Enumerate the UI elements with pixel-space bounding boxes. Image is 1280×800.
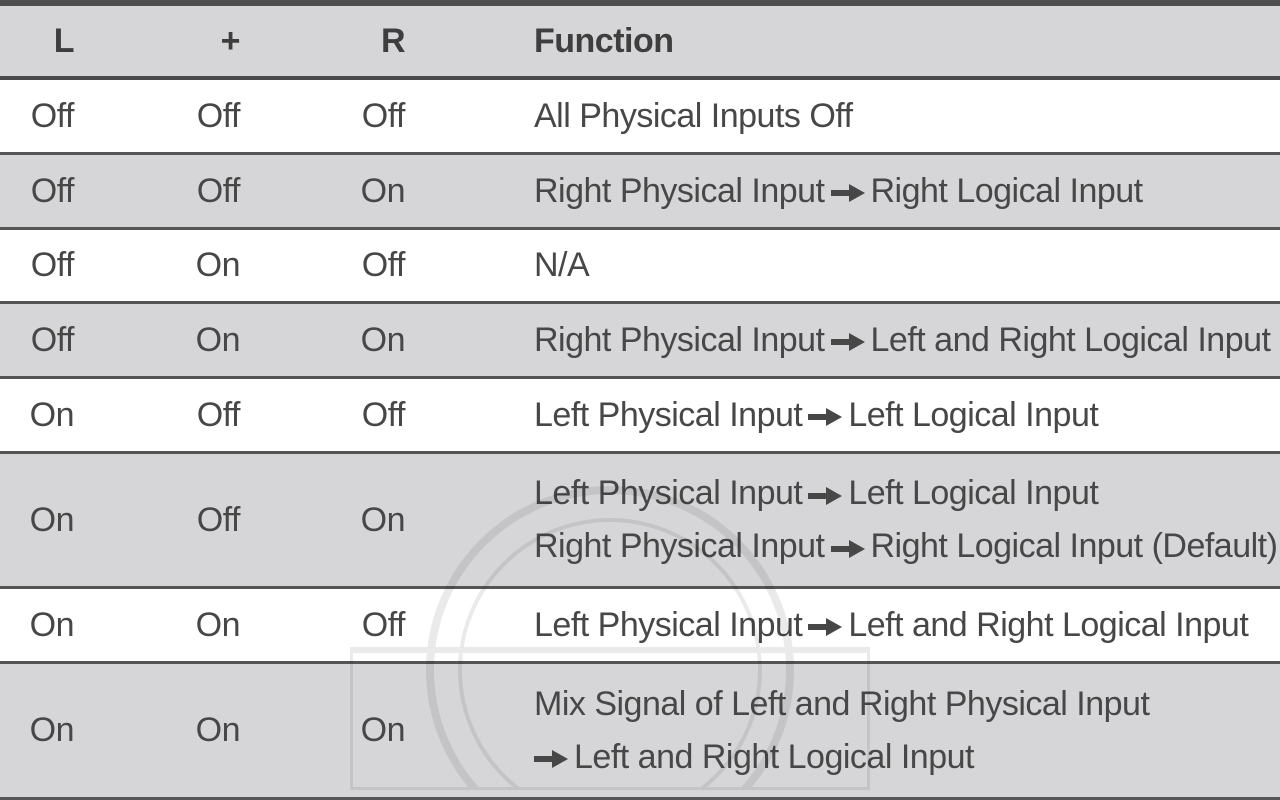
function-target: Right Logical Input (Default) [870, 527, 1278, 565]
function-source: Right Physical Input [534, 320, 825, 359]
right-arrow-icon [831, 183, 865, 203]
right-arrow-icon [808, 617, 842, 637]
table-row: On Off On Left Physical Input Left Logical Input Right Physical Input Right Logical Input (Default) [0, 454, 1280, 589]
function-source: Right Physical Input [534, 527, 825, 565]
table-row: On Off Off Left Physical Input Left Logical Input [0, 379, 1280, 454]
function-line [534, 90, 853, 143]
cell-function [534, 230, 1264, 301]
function-target: Right Logical Input [870, 171, 1143, 210]
function-line [534, 678, 1149, 731]
right-arrow-icon [534, 749, 568, 769]
function-target: Left Logical Input [848, 395, 1099, 434]
function-line [534, 165, 1143, 218]
right-arrow-icon [808, 407, 842, 427]
right-arrow-icon [808, 486, 842, 506]
function-line [534, 314, 1270, 367]
right-arrow-icon [831, 332, 865, 352]
function-line [534, 389, 1098, 442]
function-line [534, 520, 1277, 573]
function-line [534, 467, 1277, 520]
table-row: Off On Off N/A [0, 230, 1280, 304]
cell-function [534, 155, 1264, 227]
table-row: On On Off Left Physical Input Left and Right Logical Input [0, 589, 1280, 664]
function-line [534, 239, 589, 292]
cell-function [534, 304, 1271, 376]
function-source: All Physical Inputs Off [534, 96, 853, 135]
table-header-row: L + R Function [0, 6, 1280, 80]
table-row: Off Off On Right Physical Input Right Logical Input [0, 155, 1280, 230]
table-row: Off On On Right Physical Input Left and Right Logical Input [0, 304, 1280, 379]
function-source: Left Physical Input [534, 605, 803, 644]
function-source: Mix Signal of Left and Right Physical Input [534, 684, 1150, 723]
function-target: Left and Right Logical Input [574, 737, 974, 776]
function-line [534, 731, 1149, 784]
function-target: Left and Right Logical Input [870, 320, 1271, 359]
function-target: Left and Right Logical Input [848, 605, 1249, 644]
table-row: Off Off Off All Physical Inputs Off [0, 80, 1280, 155]
function-target: Left Logical Input [848, 474, 1099, 512]
header-function: Function [534, 21, 674, 60]
cell-function [534, 379, 1264, 451]
cell-function [534, 80, 1264, 152]
cell-function [534, 589, 1264, 661]
function-source: Left Physical Input [534, 474, 803, 512]
cell-function [534, 664, 1264, 797]
function-source: Left Physical Input [534, 395, 803, 434]
table-row: On On On Mix Signal of Left and Right Physical Input Left and Right Logical Input [0, 664, 1280, 800]
function-source: Right Physical Input [534, 171, 825, 210]
right-arrow-icon [831, 539, 865, 559]
function-source: N/A [534, 246, 590, 284]
cell-function [534, 454, 1278, 586]
function-line [534, 599, 1248, 652]
